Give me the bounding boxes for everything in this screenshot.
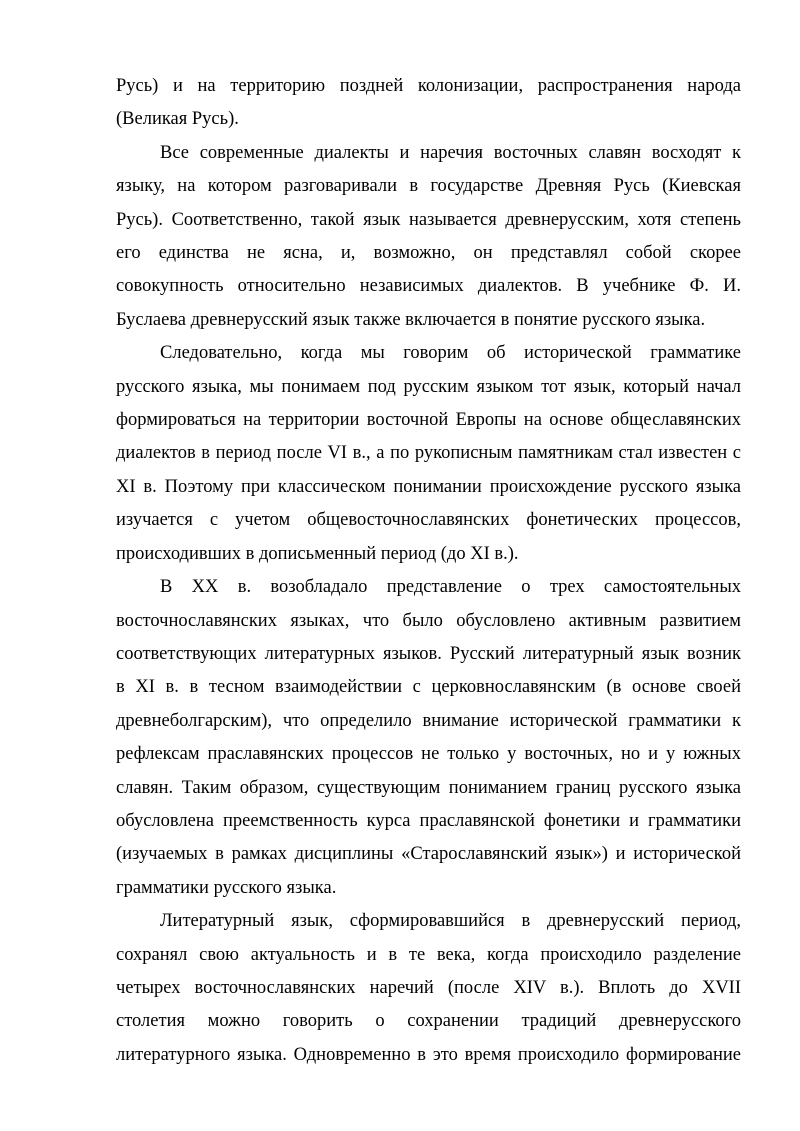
text-line: сохранял свою актуальность и в те века, когда происходило разделение: [116, 944, 741, 965]
text-line: его единства не ясна, и, возможно, он представлял собой скорее: [116, 243, 741, 264]
text-line: языку, на котором разговаривали в государстве Древняя Русь (Киевская: [116, 176, 741, 197]
text-line: грамматики русского языка.: [116, 877, 337, 898]
text-line: формироваться на территории восточной Европы на основе общеславянских: [116, 410, 741, 431]
text-line: славян. Таким образом, существующим пониманием границ русского языка: [116, 777, 741, 798]
paragraph-5: [116, 905, 741, 1072]
text-line: Все современные диалекты и наречия восточных славян восходят к: [160, 142, 741, 163]
text-line: В XX в. возобладало представление о трех самостоятельных: [160, 577, 741, 598]
text-line: рефлексам праславянских процессов не только у восточных, но и у южных: [116, 744, 741, 765]
paragraph-1: [116, 70, 741, 137]
text-line: Русь). Соответственно, такой язык называется древнерусским, хотя степень: [116, 209, 741, 230]
paragraph-3: [116, 337, 741, 571]
paragraph-4: [116, 571, 741, 905]
text-line: (изучаемых в рамках дисциплины «Старославянский язык») и исторической: [116, 844, 741, 865]
text-line: русского языка, мы понимаем под русским языком тот язык, который начал: [116, 376, 741, 397]
text-line: изучается с учетом общевосточнославянских фонетических процессов,: [116, 510, 741, 531]
text-line: обусловлена преемственность курса праславянской фонетики и грамматики: [116, 810, 741, 831]
text-line: Литературный язык, сформировавшийся в древнерусский период,: [160, 911, 741, 932]
text-line: XI в. Поэтому при классическом понимании происхождение русского языка: [116, 476, 741, 497]
text-line: (Великая Русь).: [116, 109, 239, 130]
text-line: в XI в. в тесном взаимодействии с церковнославянским (в основе своей: [116, 677, 741, 698]
text-line: происходивших в дописьменный период (до XI в.).: [116, 543, 519, 564]
text-line: восточнославянских языках, что было обусловлено активным развитием: [116, 610, 741, 631]
text-line: столетия можно говорить о сохранении традиций древнерусского: [116, 1011, 741, 1032]
text-line: древнеболгарским), что определило внимание исторической грамматики к: [116, 710, 741, 731]
text-line: соответствующих литературных языков. Русский литературный язык возник: [116, 643, 741, 664]
text-line: литературного языка. Одновременно в это время происходило формирование: [116, 1044, 741, 1065]
paragraph-2: [116, 137, 741, 337]
text-line: совокупность относительно независимых диалектов. В учебнике Ф. И.: [116, 276, 741, 297]
text-line: Следовательно, когда мы говорим об исторической грамматике: [160, 343, 741, 364]
text-line: Буслаева древнерусский язык также включается в понятие русского языка.: [116, 309, 706, 330]
text-line: Русь) и на территорию поздней колонизации, распространения народа: [116, 76, 741, 96]
document-page: [116, 70, 741, 1072]
text-line: диалектов в период после VI в., а по рукописным памятникам стал известен с: [116, 443, 741, 464]
text-line: четырех восточнославянских наречий (после XIV в.). Вплоть до XVII: [116, 977, 741, 998]
